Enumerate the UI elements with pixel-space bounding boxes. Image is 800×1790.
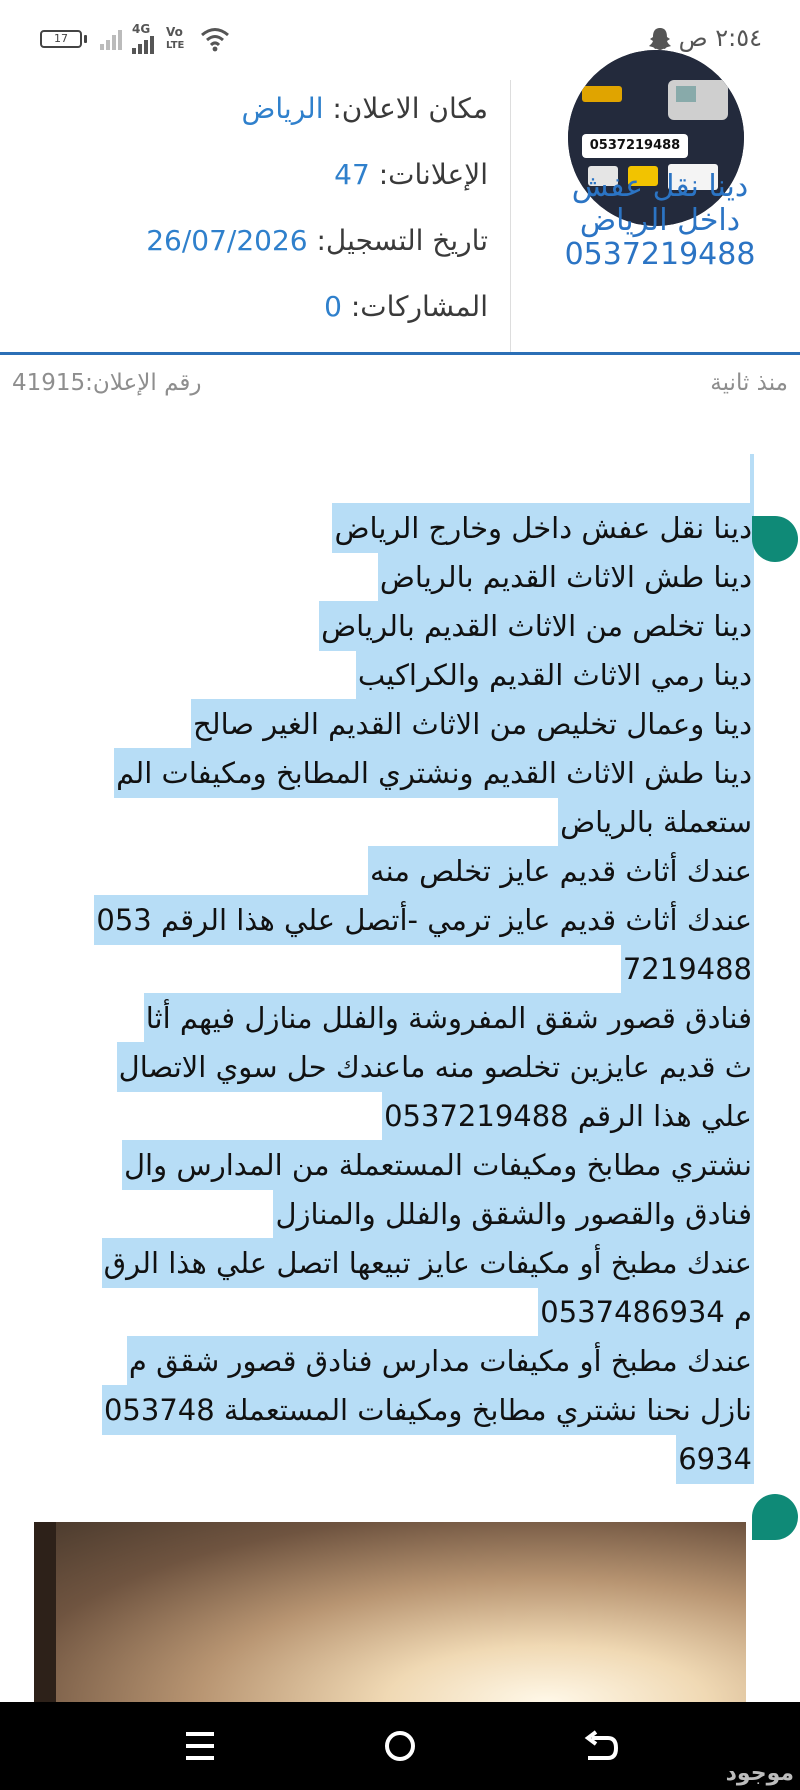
back-icon[interactable] [570,1724,630,1768]
registration-date-label: تاريخ التسجيل: [316,224,488,257]
ad-line: فنادق قصور شقق المفروشة والفلل منازل فيهم أثا [144,993,754,1043]
location-value-link[interactable]: الرياض [241,92,324,125]
info-ads-count [334,158,488,191]
seller-name-link[interactable]: دينا نقل عفش داخل الرياض 0537219488 [564,169,756,272]
battery-tip [84,35,87,43]
battery-icon [40,30,82,48]
signal-4g-icon [132,36,158,62]
selection-start-handle[interactable] [752,516,798,562]
ad-line: عندك مطبخ أو مكيفات عايز تبيعها اتصل علي هذا الرق [102,1238,754,1288]
ad-line: نشتري مطابخ ومكيفات المستعملة من المدارس وال [122,1140,754,1190]
snapchat-ghost-icon [648,26,672,52]
registration-date-value: 26/07/2026 [146,224,308,257]
ad-line: عندك أثاث قديم عايز تخلص منه [368,846,754,896]
ads-count-value-link[interactable]: 47 [334,158,370,191]
ad-line: دينا طش الاثاث القديم بالرياض [378,552,754,602]
ad-time-ago: منذ ثانية [710,370,788,396]
info-posts-count [324,290,488,323]
ad-number: رقم الإعلان:41915 [12,370,202,396]
avatar-phone-label: 0537219488 [582,134,688,158]
network-type-label: 4G [132,22,151,36]
system-nav-bar [0,1702,800,1790]
ad-line: عندك أثاث قديم عايز ترمي -أتصل علي هذا الرقم 053 [94,895,754,945]
ad-photo-shadow [34,1522,56,1702]
signal-weak-icon [100,26,126,52]
seller-info-panel [0,80,800,354]
section-divider [0,352,800,355]
ad-line: دينا طش الاثاث القديم ونشتري المطابخ ومكيفات الم [114,748,754,798]
ad-line: 7219488 [621,944,754,994]
vertical-divider [510,80,511,352]
ad-line: 6934 [676,1434,754,1484]
status-clock: ٢:٥٤ ص [678,24,762,52]
volte-label-bottom: LTE [166,40,185,51]
ad-line: دينا وعمال تخليص من الاثاث القديم الغير صالح [191,699,754,749]
ad-line: دينا نقل عفش داخل وخارج الرياض [332,503,754,553]
watermark: موجود [725,1761,794,1786]
posts-count-label: المشاركات: [350,290,488,323]
volte-label-top: Vo [166,25,183,39]
ad-line: دينا رمي الاثاث القديم والكراكيب [356,650,754,700]
ad-line: دينا تخلص من الاثاث القديم بالرياض [319,601,754,651]
posts-count-value: 0 [324,290,342,323]
ad-line: ستعملة بالرياض [558,797,754,847]
battery-level: 17 [54,32,68,45]
wifi-icon [200,26,230,52]
home-icon[interactable] [370,1724,430,1768]
ad-line: م 0537486934 [538,1287,754,1337]
selection-end-handle[interactable] [752,1494,798,1540]
info-location [242,92,488,125]
ad-line: ث قديم عايزين تخلصو منه ماعندك حل سوي الاتصال [117,1042,754,1092]
recent-apps-icon[interactable] [170,1724,230,1768]
ad-line: نازل نحنا نشتري مطابخ ومكيفات المستعملة 053748 [102,1385,754,1435]
ad-line: علي هذا الرقم 0537219488 [382,1091,754,1141]
location-label: مكان الاعلان: [332,92,488,125]
ad-line: عندك مطبخ أو مكيفات مدارس فنادق قصور شقق م [127,1336,754,1386]
ads-count-label: الإعلانات: [378,158,488,191]
ad-photo[interactable] [34,1522,746,1702]
info-registration-date [146,224,488,257]
ad-line: فنادق والقصور والشقق والفلل والمنازل [273,1189,754,1239]
